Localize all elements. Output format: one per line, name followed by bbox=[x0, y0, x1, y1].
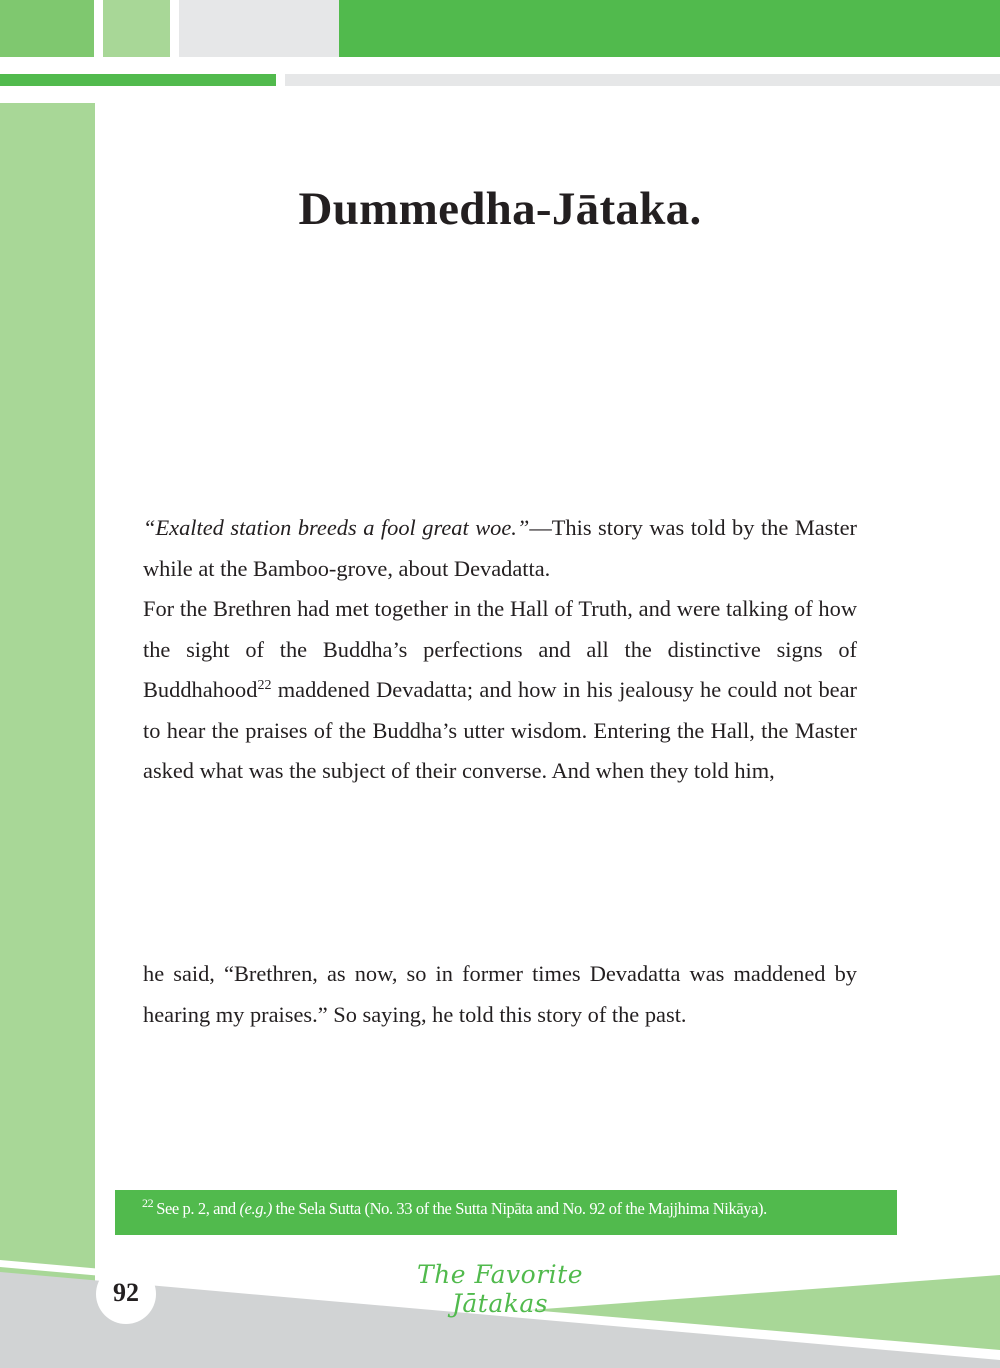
footnote-bar bbox=[115, 1190, 897, 1235]
header-bar-1 bbox=[0, 0, 94, 57]
page-number: 92 bbox=[96, 1264, 156, 1324]
brethren-text-b: maddened Devadatta; and how in his jealousy he could not bear to hear the praises of the Buddha’s utter wisdom. Entering the Hall, the Master asked what was the subject of their converse. And when they told him, bbox=[143, 677, 857, 784]
header-bar-4 bbox=[339, 0, 1000, 57]
intro-text: —This story was told by the Master while at the Bamboo-grove, about Devadatta. bbox=[143, 515, 857, 581]
paragraph-reply: he said, “Brethren, as now, so in former times Devadatta was maddened by hearing my praises.” So saying, he told this story of the past. bbox=[143, 961, 857, 1027]
footnote-text-a: See p. 2, and bbox=[156, 1199, 240, 1218]
header-bar-3 bbox=[179, 0, 339, 57]
paragraph-brethren bbox=[143, 589, 857, 792]
running-title: The Favorite Jātakas bbox=[416, 1260, 584, 1318]
footnote-text-b: the Sela Sutta (No. 33 of the Sutta Nipāta and No. 92 of the Majjhima Nikāya). bbox=[271, 1199, 767, 1218]
header-bar-2 bbox=[103, 0, 170, 57]
left-sidebar-band bbox=[0, 103, 95, 1303]
header-rule-green bbox=[0, 74, 276, 86]
page-title: Dummedha-Jātaka. bbox=[298, 183, 702, 235]
footnote-number: 22 bbox=[142, 1196, 154, 1210]
header-rule-grey bbox=[285, 74, 1000, 86]
paragraph-intro bbox=[143, 508, 857, 589]
opening-quote: “Exalted station breeds a fool great woe.” bbox=[143, 515, 530, 540]
brethren-text-a: For the Brethren had met together in the Hall of Truth, and were talking of how the sight of the Buddha’s perfections and all the distinctive signs of Buddhahood bbox=[143, 596, 857, 703]
footnote-italic: (e.g.) bbox=[239, 1199, 272, 1218]
footnote-reference[interactable]: 22 bbox=[257, 678, 272, 694]
